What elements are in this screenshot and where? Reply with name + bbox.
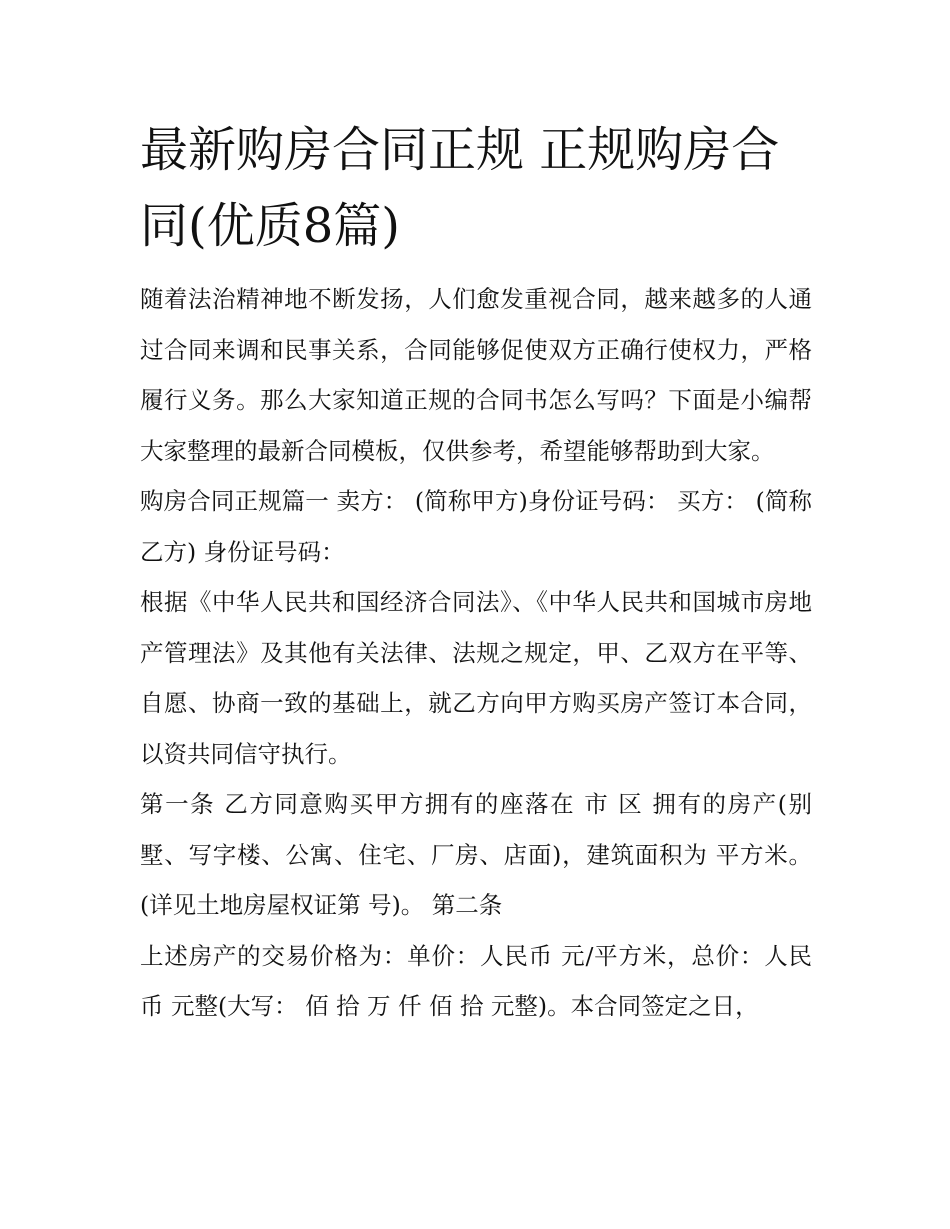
paragraph-legal-basis: 根据《中华人民共和国经济合同法》、《中华人民共和国城市房地产管理法》及其他有关法律、法规之规定，甲、乙双方在平等、自愿、协商一致的基础上，就乙方向甲方购买房产签订本合同，以资共同信守执行。 <box>140 588 812 768</box>
paragraph-price: 上述房产的交易价格为：单价：人民币 元/平方米，总价：人民币 元整(大写： 佰 拾 万 仟 佰 拾 元整)。本合同签定之日， <box>140 941 812 1020</box>
paragraph-parties: 购房合同正规篇一 卖方： (简称甲方)身份证号码： 买方： (简称乙方) 身份证号码： <box>140 487 812 566</box>
document-page <box>140 112 812 1032</box>
paragraph-article-one: 第一条 乙方同意购买甲方拥有的座落在 市 区 拥有的房产(别墅、写字楼、公寓、住宅、厂房、店面)，建筑面积为 平方米。(详见土地房屋权证第 号)。 第二条 <box>140 790 812 919</box>
document-title: 最新购房合同正规 正规购房合同(优质8篇) <box>140 122 780 254</box>
paragraph-intro: 随着法治精神地不断发扬，人们愈发重视合同，越来越多的人通过合同来调和民事关系，合同能够促使双方正确行使权力，严格履行义务。那么大家知道正规的合同书怎么写吗？下面是小编帮大家整理的最新合同模板，仅供参考，希望能够帮助到大家。 <box>140 285 812 465</box>
